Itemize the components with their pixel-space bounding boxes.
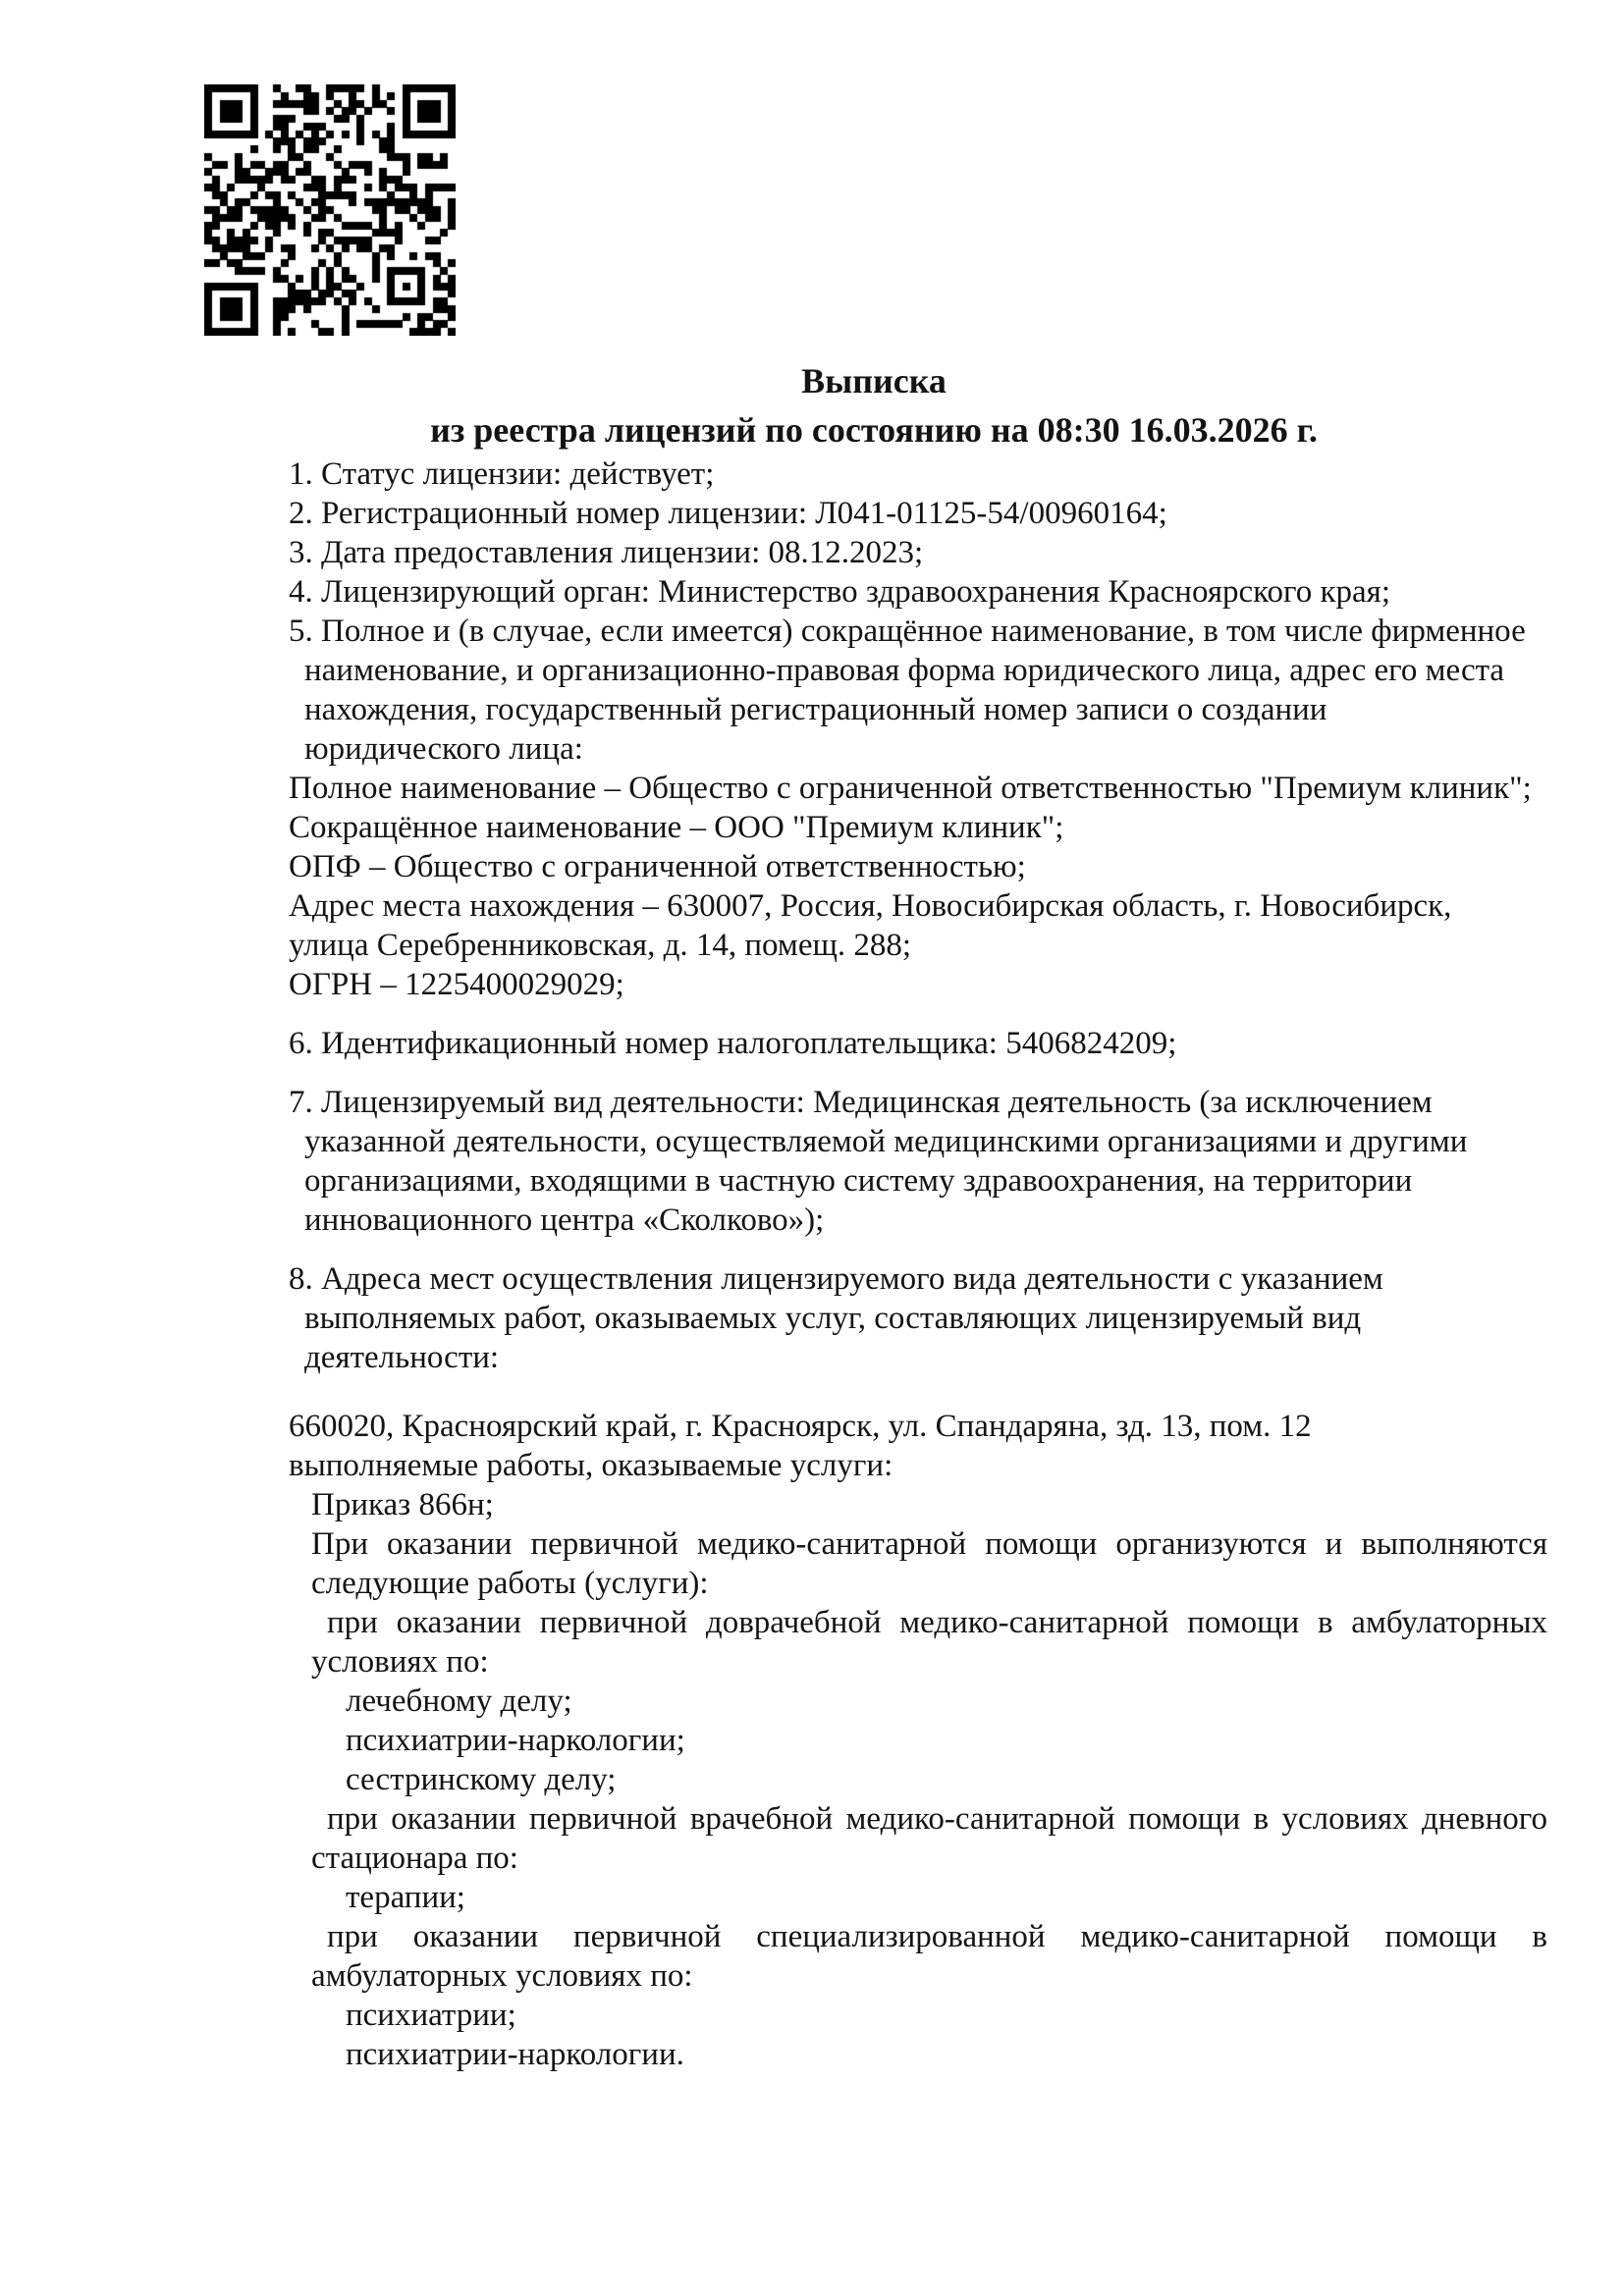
text-line: Полное наименование – Общество с ограниченной ответственностью "Премиум клиник";	[289, 771, 1532, 806]
text-line: амбулаторных условиях по:	[311, 1958, 693, 1994]
qr-code	[204, 84, 456, 336]
text-line: лечебному делу;	[346, 1683, 572, 1719]
text-line: психиатрии;	[346, 1998, 516, 2033]
text-line: 1. Статус лицензии: действует;	[289, 456, 715, 492]
text-line: терапии;	[346, 1880, 465, 1915]
text-line: стационара по:	[311, 1841, 518, 1876]
text-line: психиатрии-наркологии;	[346, 1723, 685, 1758]
text-line: 2. Регистрационный номер лицензии: Л041-01125-54/00960164;	[289, 496, 1167, 531]
document-subtitle: из реестра лицензий по состоянию на 08:30 16.03.2026 г.	[430, 410, 1318, 450]
text-line: 6. Идентификационный номер налогоплательщика: 5406824209;	[289, 1026, 1177, 1061]
text-line: 3. Дата предоставления лицензии: 08.12.2023;	[289, 535, 924, 570]
text-line: указанной деятельности, осуществляемой медицинскими организациями и другими	[304, 1124, 1468, 1159]
text-line: выполняемых работ, оказываемых услуг, составляющих лицензируемый вид	[304, 1301, 1362, 1336]
text-line: 7. Лицензируемый вид деятельности: Медицинская деятельность (за исключением	[289, 1085, 1433, 1120]
text-line: 8. Адреса мест осуществления лицензируемого вида деятельности с указанием	[289, 1261, 1383, 1297]
text-line: улица Серебренниковская, д. 14, помещ. 288;	[289, 928, 912, 963]
text-line: инновационного центра «Сколково»);	[304, 1202, 825, 1238]
text-line: 660020, Красноярский край, г. Красноярск, ул. Спандаряна, зд. 13, пом. 12	[289, 1409, 1312, 1444]
text-line: 5. Полное и (в случае, если имеется) сокращённое наименование, в том числе фирменное	[289, 614, 1526, 649]
text-line: 4. Лицензирующий орган: Министерство здравоохранения Красноярского края;	[289, 574, 1390, 610]
text-line: наименование, и организационно-правовая форма юридического лица, адрес его места	[304, 653, 1505, 688]
text-line: ОГРН – 1225400029029;	[289, 967, 624, 1002]
text-line: при оказании первичной доврачебной медико-санитарной помощи в амбулаторных	[327, 1605, 1547, 1640]
text-line: при оказании первичной врачебной медико-санитарной помощи в условиях дневного	[327, 1801, 1547, 1837]
text-line: психиатрии-наркологии.	[346, 2037, 684, 2072]
document-content	[289, 356, 1547, 2074]
document-title-block	[289, 356, 1459, 454]
text-line: деятельности:	[304, 1340, 500, 1375]
text-line: Адрес места нахождения – 630007, Россия, Новосибирская область, г. Новосибирск,	[289, 888, 1452, 924]
text-line: Приказ 866н;	[311, 1487, 494, 1522]
text-line: при оказании первичной специализированной медико-санитарной помощи в	[327, 1919, 1547, 1954]
text-line: условиях по:	[311, 1644, 489, 1680]
text-line: юридического лица:	[304, 731, 583, 767]
text-line: следующие работы (услуги):	[311, 1566, 709, 1601]
document-title: Выписка	[801, 361, 947, 400]
text-line: нахождения, государственный регистрационный номер записи о создании	[304, 692, 1327, 727]
text-line: ОПФ – Общество с ограниченной ответственностью;	[289, 849, 1026, 884]
text-line: Сокращённое наименование – ООО "Премиум клиник";	[289, 810, 1064, 845]
document-body	[289, 454, 1547, 2074]
text-line: сестринскому делу;	[346, 1762, 617, 1797]
text-line: организациями, входящими в частную систему здравоохранения, на территории	[304, 1163, 1413, 1199]
text-line: выполняемые работы, оказываемые услуги:	[289, 1448, 893, 1483]
text-line: При оказании первичной медико-санитарной помощи организуются и выполняются	[311, 1526, 1547, 1562]
